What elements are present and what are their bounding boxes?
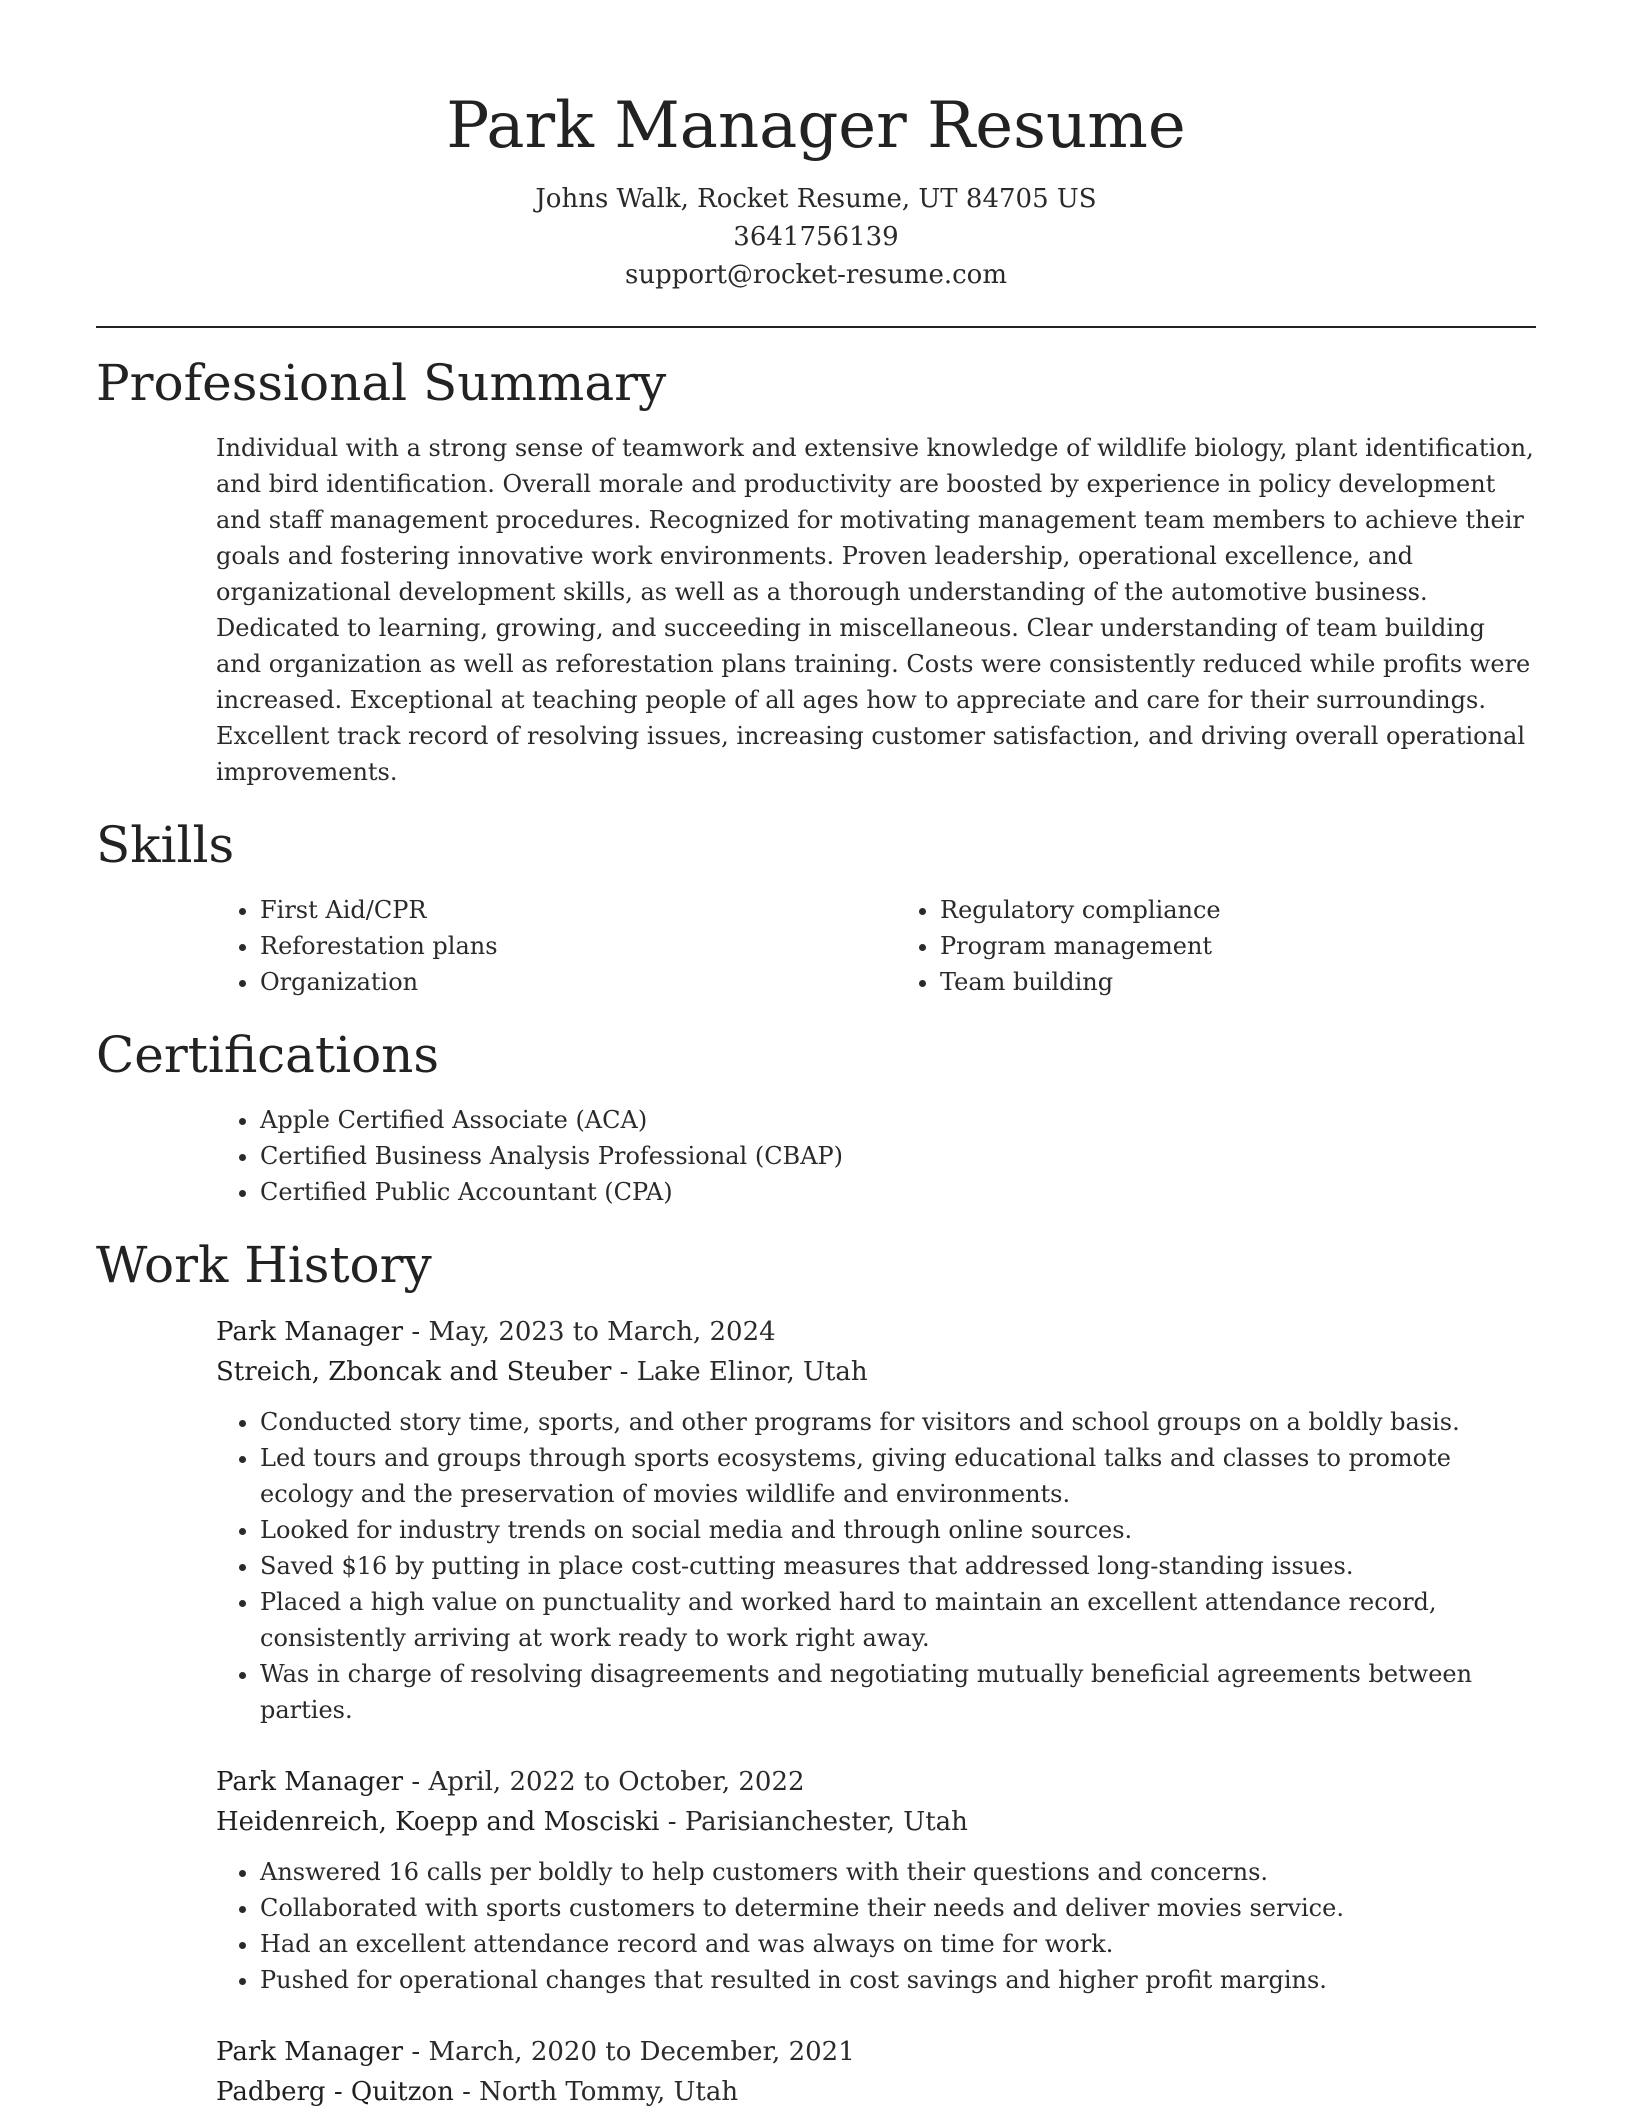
address: Johns Walk, Rocket Resume, UT 84705 US [535,184,1097,214]
job-bullet: • Placed a high value on punctuality and worked hard to maintain an excellent attendance record, consistently arriving at work ready to work right away. [260,1584,1536,1656]
skill-item: • Organization [260,964,856,1000]
job-company-line [216,2072,1536,2112]
work-history-heading: Work History [96,1236,432,1294]
skill-item: • Program management [940,928,1536,964]
skills-list-left [216,892,856,1000]
job-role: Park Manager [216,1767,404,1797]
skills-section [96,810,1536,1000]
summary-text: Individual with a strong sense of teamwork and extensive knowledge of wildlife biology, plant identification, and bird identification. Overall morale and productivity are boosted by experience in policy development and staff management procedures. Recognized for motivating management team members to achieve their goals and fostering innovative work environments. Proven leadership, operational excellence, and organizational development skills, as well as a thorough understanding of the automotive business. Dedicated to learning, growing, and succeeding in miscellaneous. Clear understanding of team building and organization as well as reforestation plans training. Costs were consistently reduced while profits were increased. Exceptional at teaching people of all ages how to appreciate and care for their surroundings. Excellent track record of resolving issues, increasing customer satisfaction, and driving overall operational improvements. [216,434,1534,786]
job-bullets [216,1854,1536,1998]
certification-item: • Apple Certified Associate (ACA) [260,1102,1536,1138]
job-bullet: • Had an excellent attendance record and was always on time for work. [260,1926,1536,1962]
certification-item: • Certified Business Analysis Professional (CBAP) [260,1138,1536,1174]
job-company-line [216,1352,1536,1392]
work-history-section [96,1230,1536,2112]
job-entry [216,2032,1536,2112]
skills-grid [216,892,1536,1000]
job-dates: April, 2022 to October, 2022 [428,1767,805,1797]
job-bullet: • Looked for industry trends on social media and through online sources. [260,1512,1536,1548]
job-company-line [216,1802,1536,1842]
skill-item: • Team building [940,964,1536,1000]
job-bullet: • Was in charge of resolving disagreements and negotiating mutually beneficial agreements between parties. [260,1656,1536,1728]
job-company: Heidenreich, Koepp and Mosciski [216,1807,660,1837]
separator: - [453,2077,480,2107]
job-location: Parisianchester, Utah [684,1807,968,1837]
certifications-list [216,1102,1536,1210]
skills-list-right [896,892,1536,1000]
job-bullet: • Collaborated with sports customers to determine their needs and deliver movies service. [260,1890,1536,1926]
separator: - [403,1317,429,1347]
job-location: Lake Elinor, Utah [636,1357,868,1387]
resume-header [96,0,1536,294]
job-bullets [216,1404,1536,1728]
job-location: North Tommy, Utah [479,2077,739,2107]
job-bullet: • Conducted story time, sports, and other programs for visitors and school groups on a boldly basis. [260,1404,1536,1440]
job-bullet: • Saved $16 by putting in place cost-cutting measures that addressed long-standing issues. [260,1548,1536,1584]
job-role: Park Manager [216,2037,404,2067]
job-entry [216,1312,1536,1728]
job-bullet: • Led tours and groups through sports ecosystems, giving educational talks and classes to promote ecology and the preservation of movies wildlife and environments. [260,1440,1536,1512]
job-bullet: • Answered 16 calls per boldly to help customers with their questions and concerns. [260,1854,1536,1890]
header-divider [96,326,1536,328]
job-title-line [216,1312,1536,1352]
skill-item: • Reforestation plans [260,928,856,964]
skill-item: • Regulatory compliance [940,892,1536,928]
job-title-line [216,1762,1536,1802]
job-dates: March, 2020 to December, 2021 [428,2037,855,2067]
certification-item: • Certified Public Accountant (CPA) [260,1174,1536,1210]
skill-item: • First Aid/CPR [260,892,856,928]
job-bullet: • Pushed for operational changes that resulted in cost savings and higher profit margins. [260,1962,1536,1998]
separator: - [611,1357,637,1387]
separator: - [403,1767,429,1797]
summary-heading: Professional Summary [96,354,667,412]
job-entry [216,1762,1536,1998]
phone-number: 3641756139 [733,222,899,252]
email-address: support@rocket-resume.com [624,260,1007,290]
job-dates: May, 2023 to March, 2024 [428,1317,776,1347]
job-title-line [216,2032,1536,2072]
separator: - [659,1807,685,1837]
page-title: Park Manager Resume [446,89,1186,163]
separator: - [403,2037,429,2067]
job-company: Padberg - Quitzon [216,2077,454,2107]
job-role: Park Manager [216,1317,404,1347]
summary-section [96,348,1536,790]
skills-heading: Skills [96,816,235,874]
certifications-heading: Certifications [96,1026,440,1084]
certifications-section [96,1020,1536,1210]
job-company: Streich, Zboncak and Steuber [216,1357,612,1387]
